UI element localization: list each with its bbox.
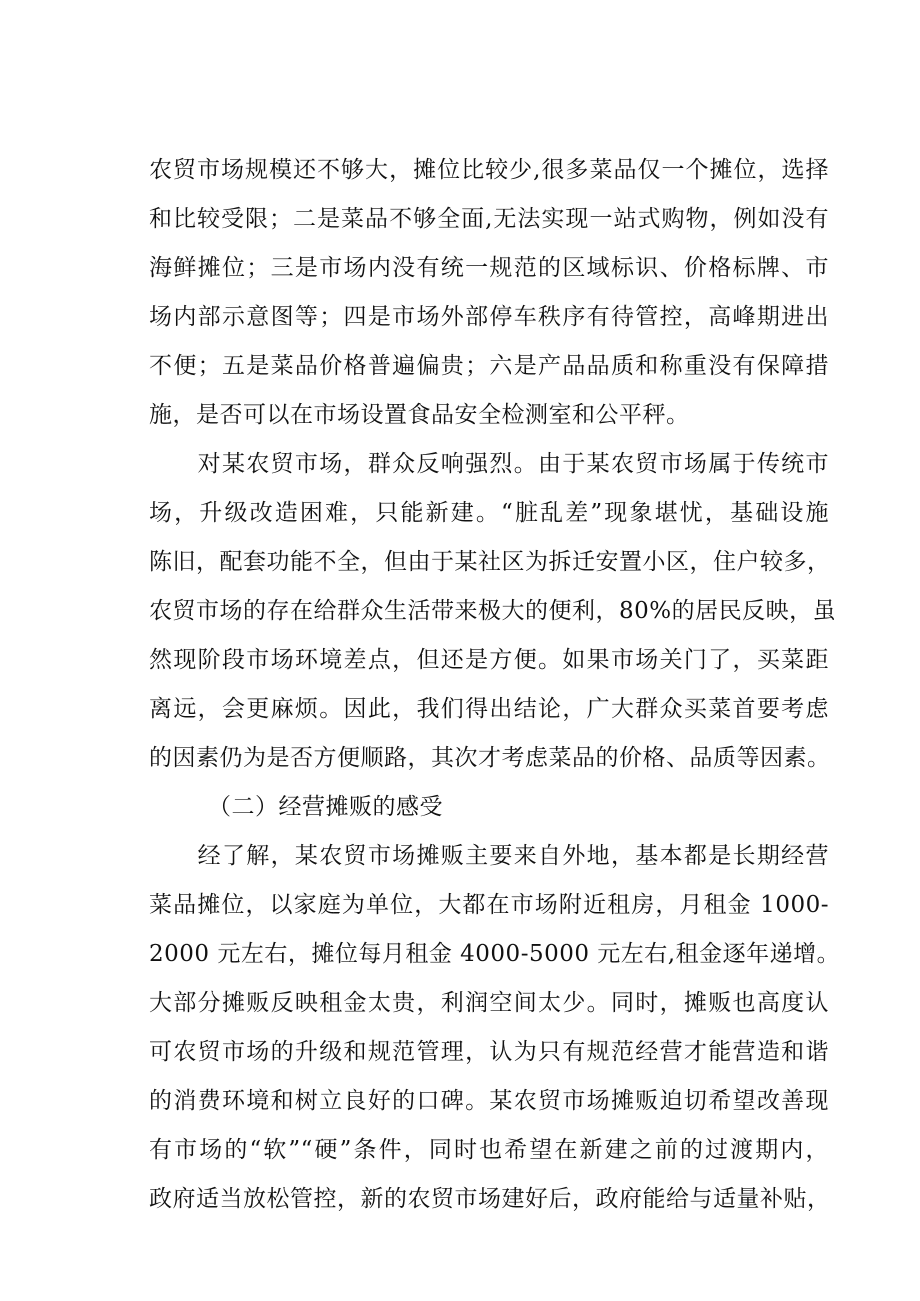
text-line: 农贸市场规模还不够大，摊位比较少,很多菜品仅一个摊位，选择 bbox=[149, 157, 829, 183]
text-line: 可农贸市场的升级和规范管理，认为只有规范经营才能营造和谐 bbox=[149, 1039, 829, 1065]
body-text bbox=[149, 146, 841, 1224]
section-heading: （二）经营摊贩的感受 bbox=[149, 794, 443, 820]
text-line: 陈旧，配套功能不全，但由于某社区为拆迁安置小区，住户较多， bbox=[149, 549, 831, 575]
text-line: 农贸市场的存在给群众生活带来极大的便利，80%的居民反映，虽 bbox=[149, 598, 837, 624]
text-line: 海鲜摊位；三是市场内没有统一规范的区域标识、价格标牌、市 bbox=[149, 255, 829, 281]
text-line: 场，升级改造困难，只能新建。“脏乱差”现象堪忧，基础设施 bbox=[149, 500, 829, 526]
text-line: 的因素仍为是否方便顺路，其次才考虑菜品的价格、品质等因素。 bbox=[149, 745, 831, 771]
text-line: 有市场的“软”“硬”条件，同时也希望在新建之前的过渡期内， bbox=[149, 1137, 829, 1163]
text-line: 菜品摊位，以家庭为单位，大都在市场附近租房，月租金 1000- bbox=[149, 892, 829, 918]
text-line: 施，是否可以在市场设置食品安全检测室和公平秤。 bbox=[149, 402, 690, 428]
text-line: 不便；五是菜品价格普遍偏贵；六是产品品质和称重没有保障措 bbox=[149, 353, 829, 379]
text-line: 大部分摊贩反映租金太贵，利润空间太少。同时，摊贩也高度认 bbox=[149, 990, 829, 1016]
text-line: 经了解，某农贸市场摊贩主要来自外地，基本都是长期经营 bbox=[149, 843, 829, 869]
text-line: 对某农贸市场，群众反响强烈。由于某农贸市场属于传统市 bbox=[149, 451, 829, 477]
text-line: 的消费环境和树立良好的口碑。某农贸市场摊贩迫切希望改善现 bbox=[149, 1088, 829, 1114]
text-line: 场内部示意图等；四是市场外部停车秩序有待管控，高峰期进出 bbox=[149, 304, 829, 330]
text-line: 然现阶段市场环境差点，但还是方便。如果市场关门了，买菜距 bbox=[149, 647, 829, 673]
text-line: 政府适当放松管控，新的农贸市场建好后，政府能给与适量补贴， bbox=[149, 1186, 831, 1212]
text-line: 和比较受限；二是菜品不够全面,无法实现一站式购物，例如没有 bbox=[149, 206, 829, 232]
text-line: 离远，会更麻烦。因此，我们得出结论，广大群众买菜首要考虑 bbox=[149, 696, 829, 722]
text-line: 2000 元左右，摊位每月租金 4000-5000 元左右,租金逐年递增。 bbox=[149, 941, 841, 967]
